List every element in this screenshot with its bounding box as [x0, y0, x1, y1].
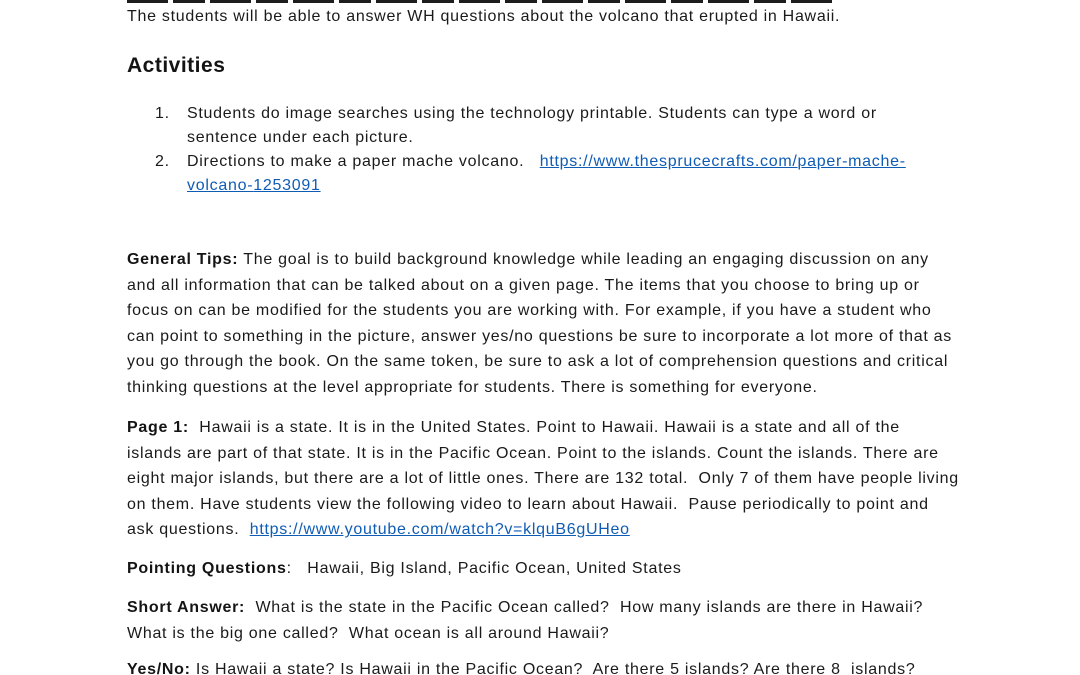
list-item-2 [127, 150, 959, 198]
general-tips-paragraph [127, 247, 959, 401]
general-tips-label: General Tips: [127, 251, 239, 268]
general-tips-text: The goal is to build background knowledge while leading an engaging discussion on any and all information that can be talked about on a given page. The items that you choose to bring up or focus on can be modified for the students you are working with. For example, if you have a student who can point to something in the picture, answer yes/no questions be sure to incorporate a lot more of that as you go through the book. On the same token, be sure to ask a lot of comprehension questions and critical thinking questions at the level appropriate for students. There is something for everyone. [127, 251, 958, 396]
youtube-link[interactable]: https://www.youtube.com/watch?v=klquB6gUHeo [249, 521, 630, 539]
yes-no-paragraph [127, 657, 959, 675]
list-number: 2. [155, 153, 170, 170]
short-answer-label: Short Answer: [127, 599, 246, 616]
list-item-text [187, 102, 950, 150]
pointing-questions-paragraph [127, 556, 959, 582]
activities-list [127, 102, 959, 198]
pointing-questions-label: Pointing Questions [127, 560, 287, 577]
pointing-questions-text: Hawaii, Big Island, Pacific Ocean, United States [307, 560, 682, 577]
page-1-label: Page 1: [127, 419, 189, 436]
activities-heading: Activities [127, 54, 226, 77]
list-item-1-text: Students do image searches using the technology printable. Students can type a word or sentence under each picture. [187, 105, 883, 146]
short-answer-paragraph [127, 595, 959, 646]
yes-no-label: Yes/No: [127, 661, 191, 675]
short-answer-text: What is the state in the Pacific Ocean called? How many islands are there in Hawaii? What is the big one called? What ocean is all around Hawaii? [127, 599, 929, 642]
pointing-questions-separator: : [286, 560, 308, 577]
list-number: 1. [155, 105, 170, 122]
page-1-text: Hawaii is a state. It is in the United States. Point to Hawaii. Hawaii is a state and all of the islands are part of that state. It is in the Pacific Ocean. Point to the islands. Count the islands. There are eight major islands, but there are a lot of little ones. There are 132 total. Only 7 of them have people living on them. Have students view the following video to learn about Hawaii. Pause periodically to point and ask questions. [127, 419, 965, 539]
list-item-text [187, 150, 950, 198]
yes-no-text: Is Hawaii a state? Is Hawaii in the Pacific Ocean? Are there 5 islands? Are there 8 islands? [190, 661, 916, 675]
list-item-1 [127, 102, 959, 150]
list-item-2-text: Directions to make a paper mache volcano. [187, 153, 540, 170]
page-1-paragraph [127, 415, 965, 543]
document-body [127, 0, 965, 675]
sprucecrafts-link[interactable]: https://www.thesprucecrafts.com/paper-mache-volcano-1253091 [187, 153, 906, 194]
objective-text: The students will be able to answer WH questions about the volcano that erupted in Hawaii. [127, 8, 841, 25]
